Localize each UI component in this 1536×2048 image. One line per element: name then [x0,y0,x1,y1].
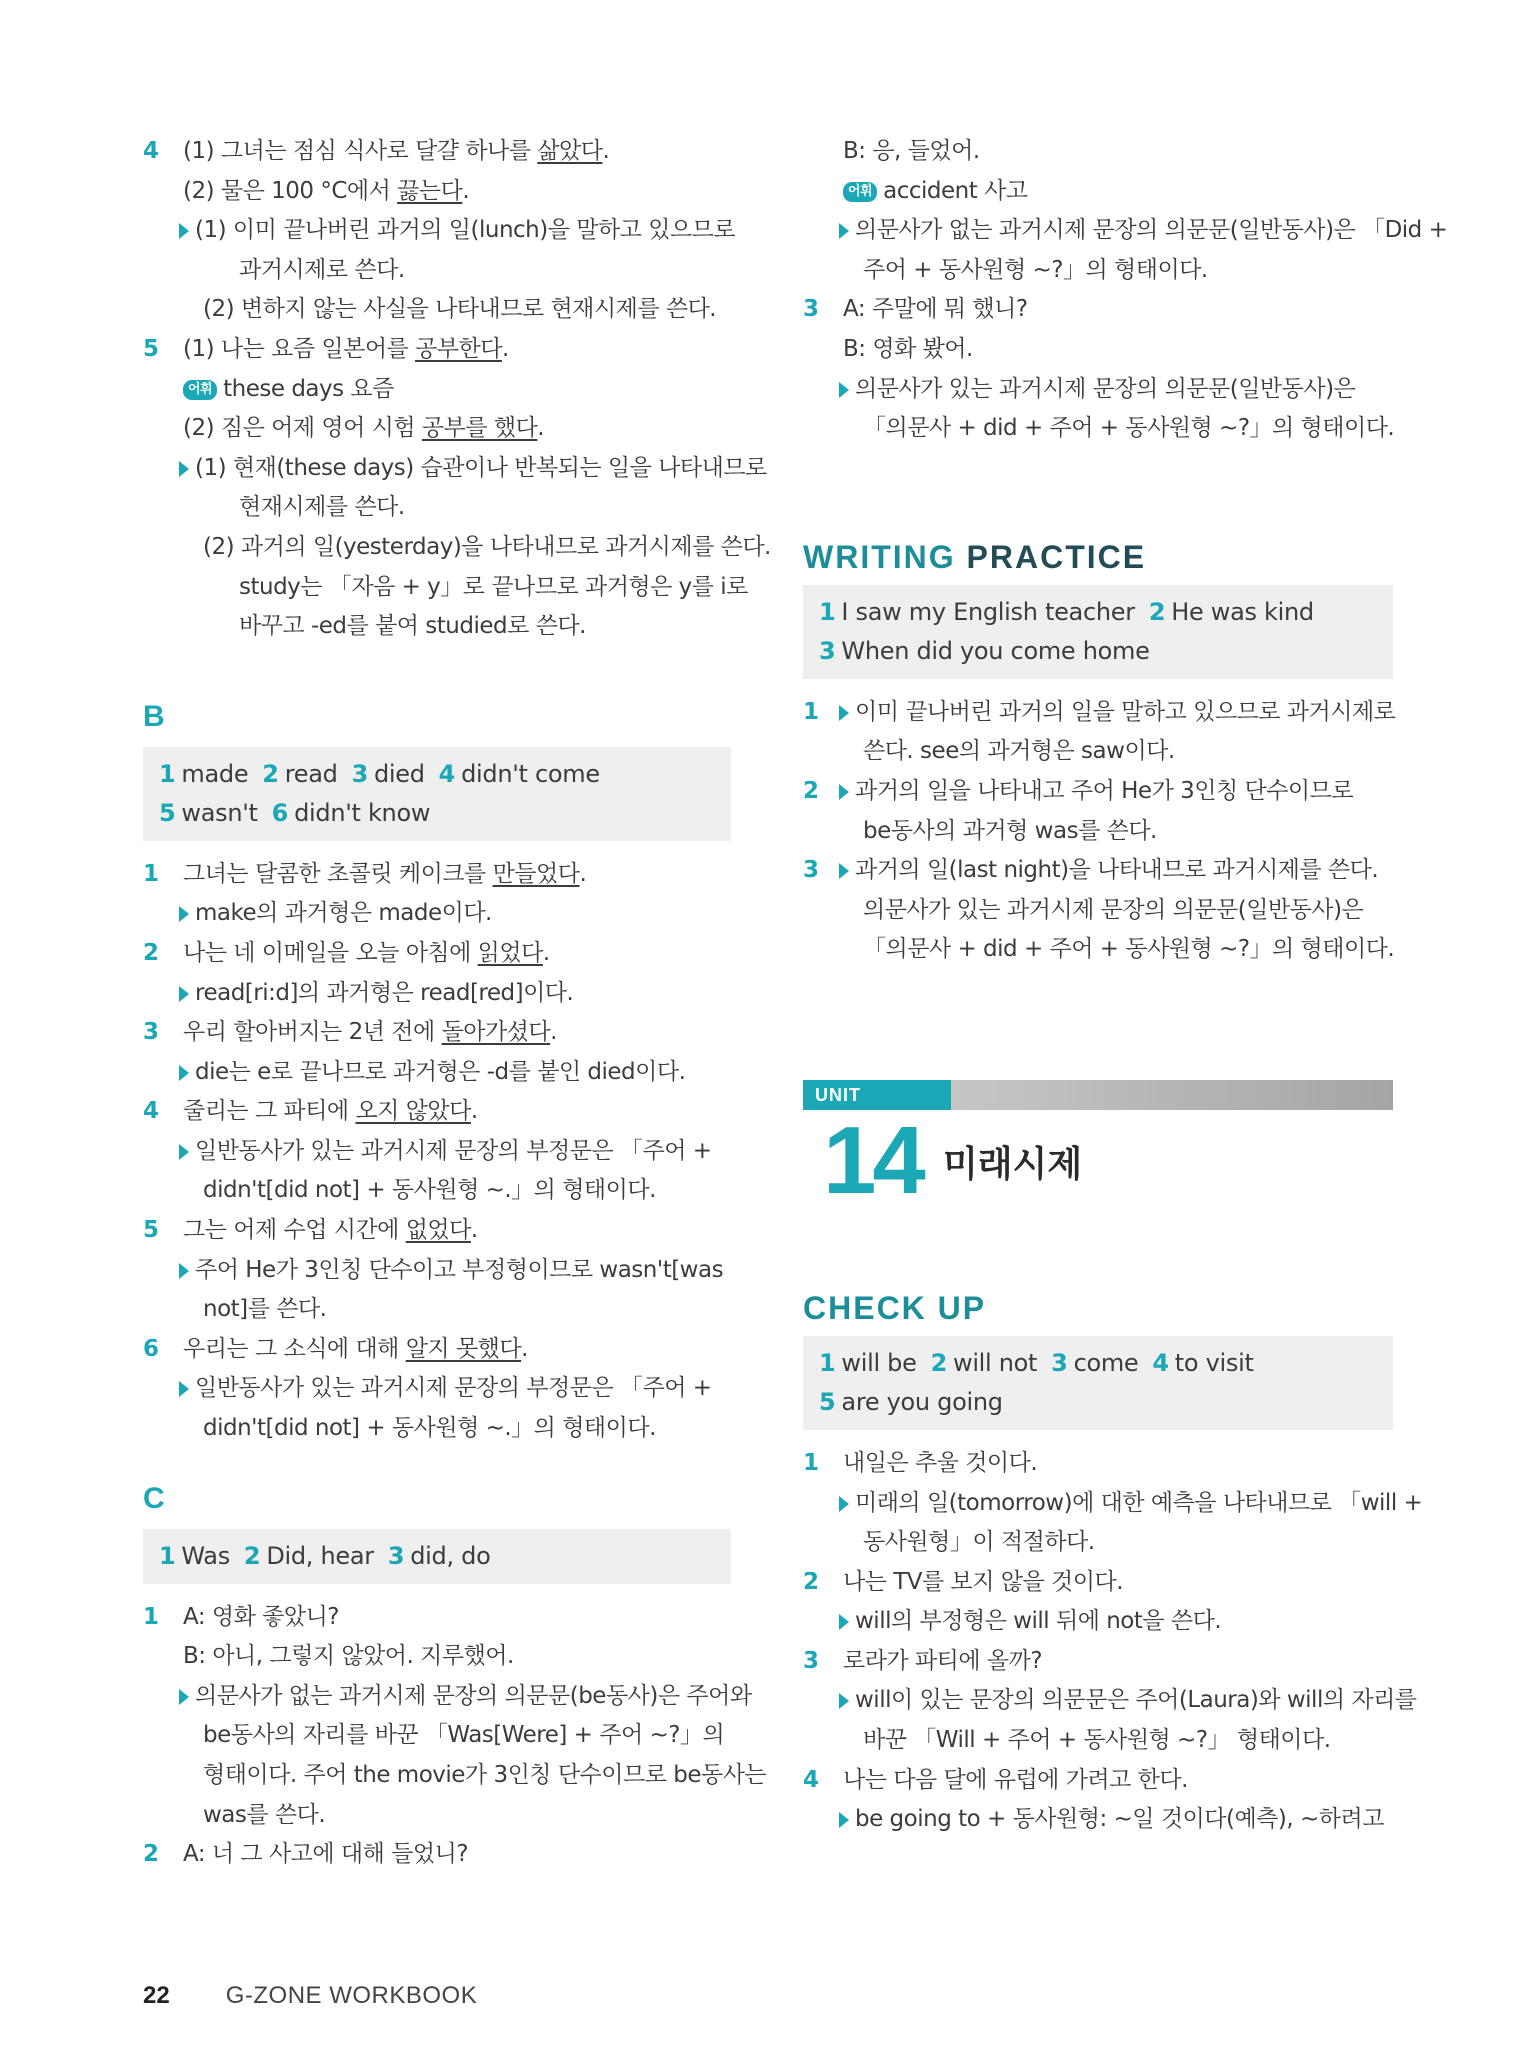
answer-number: 1 [159,1541,176,1570]
unit-label: UNIT [815,1084,861,1105]
explanation-line: 일반동사가 있는 과거시제 문장의 부정문은 「주어 + [143,1369,731,1409]
explanation-line: was를 쓴다. [203,1801,326,1828]
explanation-line: 의문사가 없는 과거시제 문장의 의문문(일반동사)은 「Did + [803,211,1393,251]
item-number: 1 [803,698,819,725]
dialogue-line: 3 A: 주말에 뭐 했니? [803,296,1028,323]
triangle-bullet-icon [839,382,849,398]
answer-number: 1 [159,759,176,788]
underlined-answer: 오지 않았다 [355,1098,471,1125]
dialogue-line: B: 응, 들었어. [843,138,980,164]
answer-line: 1 이미 끝나버린 과거의 일을 말하고 있으므로 과거시제로 [803,693,1393,733]
unit-title [803,1106,1393,1220]
explanation-line: 일반동사가 있는 과거시제 문장의 부정문은 「주어 + [143,1132,731,1172]
answer-number: 1 [819,597,836,626]
explanation-line: die는 e로 끝나므로 과거형은 -d를 붙인 died이다. [143,1053,731,1093]
explanation-line: be동사의 과거형 was를 쓴다. [863,817,1157,844]
answer-text: did, do [410,1541,491,1570]
answer-text: made [181,759,249,788]
answer-number: 6 [271,798,289,827]
answer-text: died [373,759,425,788]
answer-number: 5 [819,1387,836,1416]
answer-line: 6 우리는 그 소식에 대해 알지 못했다. [143,1330,731,1370]
explanation [803,211,1448,290]
explanation-line: will의 부정형은 will 뒤에 not을 쓴다. [803,1602,1393,1642]
item-number: 5 [143,1217,159,1244]
triangle-bullet-icon [179,223,189,239]
explanation [143,1677,767,1835]
triangle-bullet-icon [179,986,189,1002]
item-number: 4 [803,1766,819,1793]
triangle-bullet-icon [839,1496,849,1512]
answer-line: 1 그녀는 달콤한 초콜릿 케이크를 만들었다. [143,855,731,895]
answer-line: 3 로라가 파티에 올까? [803,1642,1393,1682]
triangle-bullet-icon [179,461,189,477]
answer-number: 4 [1152,1348,1169,1377]
explanation [803,370,1393,449]
item-number: 2 [143,939,159,966]
answer-number: 5 [159,798,176,827]
answer-line: 1 내일은 추울 것이다. [803,1444,1393,1484]
answer-text: Did, hear [266,1541,374,1570]
triangle-bullet-icon [839,223,849,239]
answer-text: Was [181,1541,230,1570]
explanation-line: 「의문사 + did + 주어 + 동사원형 ~?」의 형태이다. [863,936,1395,963]
triangle-bullet-icon [179,1065,189,1081]
unit-name: 미래시제 [943,1143,1083,1185]
item-number: 3 [143,1019,159,1046]
item-number: 6 [143,1335,159,1362]
triangle-bullet-icon [839,1693,849,1709]
item-number: 2 [803,777,819,804]
answer-line: 4 (1) 그녀는 점심 식사로 달걀 하나를 삶았다. [143,132,731,172]
explanation-line: not]를 쓴다. [203,1296,327,1323]
triangle-bullet-icon [179,1381,189,1397]
answer-text: didn't know [294,798,431,827]
page-number: 22 [143,1982,170,2009]
dialogue-line: 1 A: 영화 좋았니? [143,1603,339,1630]
answer-text: will not [952,1348,1038,1377]
answer-box-b [143,747,731,841]
answer-number: 3 [819,636,836,665]
underlined-answer: 읽었다 [477,939,543,966]
answer-number: 3 [351,759,368,788]
item-number: 2 [803,1568,819,1595]
underlined-answer: 만들었다 [492,860,580,887]
vocab-badge: 어휘 [183,380,217,400]
section-b-items [143,855,731,1449]
answer-number: 3 [387,1541,405,1570]
explanation-line: 미래의 일(tomorrow)에 대한 예측을 나타내므로 「will + [803,1484,1393,1524]
explanation-line: 쓴다. see의 과거형은 saw이다. [863,738,1175,765]
answer-line: 3 우리 할아버지는 2년 전에 돌아가셨다. [143,1013,731,1053]
answer-number: 2 [243,1541,261,1570]
answer-line: (2) 물은 100 °C에서 끓는다. [183,177,470,204]
answer-number: 3 [1051,1348,1068,1377]
answer-text: didn't come [461,759,600,788]
writing-practice-items [803,693,1396,970]
explanation-line: didn't[did not] + 동사원형 ~.」의 형태이다. [203,1415,656,1442]
dialogue-line: 2 A: 너 그 사고에 대해 들었니? [143,1841,469,1868]
triangle-bullet-icon [179,1689,189,1705]
answer-text: come [1073,1348,1139,1377]
answer-number: 2 [930,1348,947,1377]
answer-line: 2 나는 네 이메일을 오늘 아침에 읽었다. [143,934,731,974]
triangle-bullet-icon [839,705,849,721]
explanation-line: be going to + 동사원형: ~일 것이다(예측), ~하려고 [803,1800,1393,1840]
item-number: 4 [143,1098,159,1125]
answer-number: 2 [1148,597,1166,626]
answer-number: 4 [438,759,456,788]
triangle-bullet-icon [179,1263,189,1279]
triangle-bullet-icon [839,1812,849,1828]
underlined-answer: 돌아가셨다 [441,1019,551,1046]
explanation-line: be동사의 자리를 바꾼 「Was[Were] + 주어 ~?」의 [203,1722,725,1749]
explanation-line: 의문사가 있는 과거시제 문장의 의문문(일반동사)은 [803,370,1393,410]
vocab-line: 어휘 accident 사고 [803,172,1393,212]
answer-line: 5 (1) 나는 요즘 일본어를 공부한다. [143,335,509,362]
underlined-answer: 알지 못했다 [405,1335,522,1362]
answer-text: to visit [1174,1348,1254,1377]
vocab-line: 어휘 these days 요즘 [143,370,731,410]
explanation-line: 주어 + 동사원형 ~?」의 형태이다. [863,256,1208,283]
explanation: (1) 이미 끝나버린 과거의 일(lunch)을 말하고 있으므로 [143,211,731,251]
triangle-bullet-icon [179,906,189,922]
item-number: 1 [143,860,159,887]
explanation-line: 의문사가 있는 과거시제 문장의 의문문(일반동사)은 [863,896,1364,923]
left-column: 4 (1) 그녀는 점심 식사로 달걀 하나를 삶았다. (2) 물은 100 °C에서 끓는다. (1) 이미 끝나버린 과거의 일(lunch)을 말하고 있으므로 과거시제로 쓴다. (2) 변하지 않는 사실을 나타내므로 현재시제를 쓴다. 5 (1) 나는 요즘 일본어를 공부한다. 어휘 these days 요즘 (2) 짐은 어제 영어 시험 공부를 했다. (1) 현재(these days) 습관이나 반복되는 일을 나타내므로 현재시제를 쓴다. (2) 과거의 일(yesterday)을 나타내므로 과거시제를 쓴다. study는 「자음 + y」로 끝나므로 과거형은 y를 i로 바꾸고 -ed를 붙여 studied로 쓴다. B 1 made 2 read 3 died 4 didn't come 5 wasn't 6 didn't know 1 그녀는 달콤한 초콜릿 케이크를 만들었다. make의 과거형은 made이다. 2 나는 네 이메일을 오늘 아침에 읽었다. read[ri:d]의 과거형은 read[red]이다. 3 우리 할아버지는 2년 전에 돌아가셨다. die는 e로 끝나므로 과거형은 -d를 붙인 died이다. 4 줄리는 그 파티에 오지 않았다. 일반동사가 있는 과거시제 문장의 부정문은 「주어 + didn't[did not] + 동사원형 ~.」의 형태이다. 5 그는 어제 수업 시간에 없었다. 주어 He가 3인칭 단수이고 부정형이므로 wasn't[was not]를 쓴다. 6 우리는 그 소식에 대해 알지 못했다. 일반동사가 있는 과거시제 문장의 부정문은 「주어 + didn't[did not] + 동사원형 ~.」의 형태이다. C 1 Was 2 Did, hear 3 did, do 1 A: 영화 좋았니? B: 아니, 그렇지 않았어. 지루했어. 의문사가 없는 과거시제 문장의 의문문(be동사)은 주어와 be동사의 자리를 바꾼 「Was[Were] + 주어 ~?」의 형태이다. 주어 the movie가 3인칭 단수이므로 be동사는 was를 쓴다. 2 A: 너 그 사고에 대해 들었니? [143,132,731,1875]
answer-line: 4 줄리는 그 파티에 오지 않았다. [143,1092,731,1132]
item-number: 3 [803,857,819,884]
vocab-badge: 어휘 [843,182,877,202]
explanation-line: 의문사가 없는 과거시제 문장의 의문문(be동사)은 주어와 [143,1677,731,1717]
explanation-line: 형태이다. 주어 the movie가 3인칭 단수이므로 be동사는 [203,1762,767,1788]
answer-box-check-up [803,1336,1393,1430]
section-letter-b: B [143,699,165,733]
answer-box-writing [803,585,1393,679]
triangle-bullet-icon [179,1144,189,1160]
item-number: 1 [803,1449,819,1476]
answer-line: 2 나는 TV를 보지 않을 것이다. [803,1563,1393,1603]
answer-line: (2) 짐은 어제 영어 시험 공부를 했다. [183,415,545,442]
triangle-bullet-icon [839,784,849,800]
answer-box-c [143,1529,731,1584]
explanation: (1) 현재(these days) 습관이나 반복되는 일을 나타내므로 [143,449,731,489]
check-up-items [803,1444,1423,1840]
explanation-line: read[ri:d]의 과거형은 read[red]이다. [143,974,731,1014]
answer-line: 4 나는 다음 달에 유럽에 가려고 한다. [803,1761,1393,1801]
answer-text: I saw my English teacher [841,597,1135,626]
unit-number: 14 [823,1106,922,1214]
page-footer [143,1982,477,2010]
answer-number: 2 [262,759,279,788]
explanation-line: didn't[did not] + 동사원형 ~.」의 형태이다. [203,1177,656,1204]
item-number: 4 [143,138,159,164]
explanation-line: 주어 He가 3인칭 단수이고 부정형이므로 wasn't[was [143,1251,731,1291]
explanation-line: make의 과거형은 made이다. [143,894,731,934]
check-up-heading: CHECK UP [803,1289,987,1326]
explanation-line: will이 있는 문장의 의문문은 주어(Laura)와 will의 자리를 [803,1681,1393,1721]
answer-text: are you going [841,1387,1003,1416]
book-title: G-ZONE WORKBOOK [225,1982,478,2009]
triangle-bullet-icon [839,1614,849,1630]
triangle-bullet-icon [839,863,849,879]
dialogue-line: B: 영화 봤어. [843,335,973,362]
answer-text: He was kind [1171,597,1314,626]
answer-text: wasn't [181,798,258,827]
explanation-line: 바꾼 「Will + 주어 + 동사원형 ~?」 형태이다. [863,1727,1331,1754]
answer-text: When did you come home [841,636,1150,665]
answer-text: will be [841,1348,917,1377]
dialogue-line: B: 아니, 그렇지 않았어. 지루했어. [183,1643,514,1670]
item-number: 3 [803,1647,819,1674]
answer-line: 5 그는 어제 수업 시간에 없었다. [143,1211,731,1251]
right-column [803,132,1448,1840]
section-letter-c: C [143,1481,165,1515]
answer-line: 3 과거의 일(last night)을 나타내므로 과거시제를 쓴다. [803,851,1393,891]
underlined-answer: 없었다 [405,1217,471,1244]
answer-text: read [284,759,338,788]
explanation-line: 「의문사 + did + 주어 + 동사원형 ~?」의 형태이다. [863,415,1395,442]
explanation-line: 동사원형」이 적절하다. [863,1529,1095,1556]
answer-line: 2 과거의 일을 나타내고 주어 He가 3인칭 단수이므로 [803,772,1393,812]
answer-number: 1 [819,1348,836,1377]
writing-practice-heading: WRITING PRACTICE [803,538,1147,575]
